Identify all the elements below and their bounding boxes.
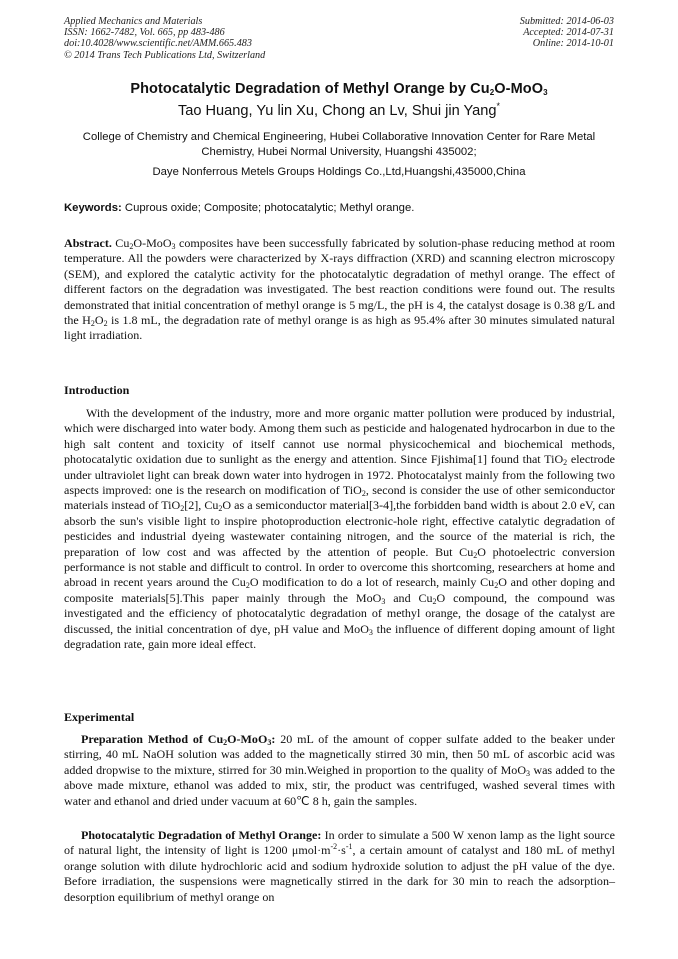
- abstract-label: Abstract.: [64, 236, 112, 250]
- affiliation-1: College of Chemistry and Chemical Engineering, Hubei Collaborative Innovation Center for Rare Metal Chemistry, Hubei Normal University, Huangshi 435002;: [82, 131, 596, 158]
- authors: Tao Huang, Yu lin Xu, Chong an Lv, Shui jin Yang*: [177, 101, 501, 119]
- abstract: Abstract. $Cu_2O-MoO_3$ composites have been successfully fabricated by solution-phase reducing method at room temperature. All the powders were characterized by X-rays diffraction (XRD) and scanning electron microscopy (SEM), and explored the catalytic activity for the photocatalytic degradation of methyl orange. The effect of different factors on the degradation was investigated. The best reaction conditions were found out. The results demonstrated that initial concentration of methyl orange is 5 mg/L, the pH is 4, the catalyst dosage is 0.38 g/L and the $H_2O_2$ is 1.8 mL, the degradation rate of methyl orange is as high as 95.4% after 30 minutes simulated natural light irradiation.: [64, 236, 615, 343]
- section-heading-introduction: Introduction: [64, 383, 130, 397]
- section-heading-experimental: Experimental: [64, 710, 135, 724]
- keywords-label: Keywords:: [64, 202, 122, 214]
- journal-info: [64, 16, 265, 61]
- journal-name: Applied Mechanics and Materials: [64, 16, 203, 27]
- photocatalytic-degradation-paragraph: Photocatalytic Degradation of Methyl Orange: In order to simulate a 500 W xenon lamp as the light source of natural light, the intensity of light is 1200 $\mu mol\cdot m^{-2}\cdot s^{-1}$, a certain amount of catalyst and 180 mL of methyl orange solution with dilute hydrochloric acid and sodium hydroxide solution to adjust the pH value of the dye. Before irradiation, the suspensions were magnetically stirred in the dark for 30 min to reach the adsorption–desorption equilibrium of methyl orange on: [64, 828, 615, 904]
- affiliation-2: Daye Nonferrous Metels Groups Holdings Co.,Ltd,Huangshi,435000,China: [152, 166, 526, 178]
- copyright: © 2014 Trans Tech Publications Ltd, Switzerland: [64, 49, 266, 61]
- corresponding-mark: *: [496, 101, 501, 112]
- submitted-date: Submitted: 2014-06-03: [519, 16, 614, 27]
- photocatalytic-lead: Photocatalytic Degradation of Methyl Orange:: [81, 828, 322, 842]
- doi: doi:10.4028/www.scientific.net/AMM.665.483: [64, 38, 252, 50]
- preparation-lead: Preparation Method of $Cu_2O-MoO_3$:: [81, 732, 276, 747]
- accepted-date: Accepted: 2014-07-31: [523, 27, 614, 39]
- preparation-method-paragraph: Preparation Method of $Cu_2O-MoO_3$: 20 mL of the amount of copper sulfate added to the beaker under stirring, 40 mL NaOH solution was added to the magnetically stirred 30 min, then 50 mL of ascorbic acid was added dropwise to the mixture, stirred for 30 min.Weighed in proportion to the quality of MoO$_3$ was added to the above made mixture, ethanol was added to mix, stir, the product was centrifuged, washed several times with water and ethanol and dried under vacuum at 60℃ 8 h, gain the samples.: [64, 732, 615, 808]
- keywords: Keywords: Cuprous oxide; Composite; photocatalytic; Methyl orange.: [64, 202, 415, 214]
- online-date: Online: 2014-10-01: [532, 38, 614, 50]
- introduction-paragraph: With the development of the industry, more and more organic matter pollution were produced by industrial, which were discharged into water body. Among them such as pesticide and halogenated hydrocarbon in due to the high salt content and toxicity of itself cannot use normal physicochemical and biochemical methods, photocatalytic oxidation due to sunlight as the energy and attention. Since Fjishima[1] found that TiO$_2$ electrode under ultraviolet light can break down water into hydrogen in 1972. Photocatalyst mainly from the following two aspects improved: one is the research on modification of TiO$_2$, second is consider the use of other semiconductor materials instead of TiO$_2$[2], $Cu_2O$ as a semiconductor material[3-4],the forbidden band width is about 2.0 eV, can absorb the sun's visible light to inspire photoproduction electronic-hole right, effective catalytic degradation of pesticides and industrial dyeing wastewater containing nitrogen, and the source of the material is rich, the preparation of low cost and was affected by the attention of people. But $Cu_2O$ photoelectric conversion performance is not stable and difficult to control. In order to overcome this shortcoming, researchers at home and abroad in recent years around the $Cu_2O$ modification to do a lot of research, mainly $Cu_2O$ and other doping and composite materials[5].This paper mainly through the MoO$_3$ and $Cu_2O$ compound, the compound was investigated and the efficiency of photocatalytic degradation of methyl orange, the dosage of the catalyst are discussed, the initial concentration of dye, pH value and MoO$_3$ the influence of different doping amount of light degradation rate, gain more ideal effect.: [64, 406, 616, 652]
- paper-title: Photocatalytic Degradation of Methyl Orange by $Cu_2O-MoO_3$: [130, 81, 548, 97]
- issn: ISSN: 1662-7482, Vol. 665, pp 483-486: [64, 27, 225, 39]
- publication-dates: [520, 16, 614, 50]
